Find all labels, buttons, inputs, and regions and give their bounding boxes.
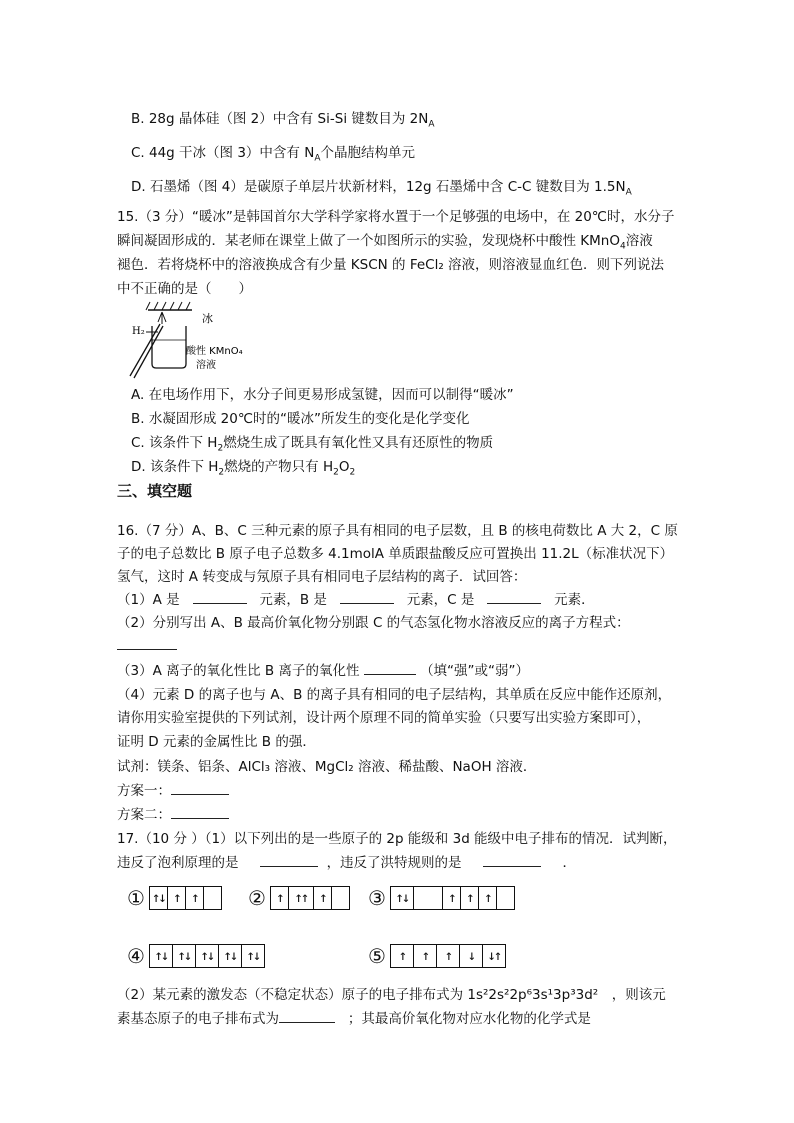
q16-stem-line2: 子的电子总数比 B 原子电子总数多 4.1molA 单质跟盐酸反应可置换出 11.2L（标准状况下） (117, 546, 674, 562)
orbital-diagram-3: ③ ↑↓ ↑ ↑ ↑ (368, 886, 515, 910)
answer-blank-hund[interactable] (483, 854, 541, 867)
section-title-fill-in: 三、填空题 (117, 482, 193, 500)
q15-option-a: A. 在电场作用下，水分子间更易形成氢键，因而可以制得“暖冰” (131, 387, 514, 403)
answer-blank-b[interactable] (340, 591, 394, 604)
q17-part2-line2: 素基态原子的电子排布式为 ；其最高价氧化物对应水化物的化学式是 (117, 1011, 591, 1027)
figure-ice-label: 冰 (202, 312, 213, 325)
q16-stem-line3: 氢气，这时 A 转变成与氖原子具有相同电子层结构的离子．试回答： (117, 569, 527, 585)
answer-blank-plan1[interactable] (171, 782, 229, 795)
q16-part4-line3: 证明 D 元素的金属性比 B 的强． (117, 734, 316, 750)
answer-blank-c[interactable] (487, 591, 541, 604)
q16-plan1: 方案一： (117, 782, 229, 800)
q16-reagents: 试剂：镁条、铝条、AlCl₃ 溶液、MgCl₂ 溶液、稀盐酸、NaOH 溶液． (117, 759, 537, 775)
q15-option-b: B. 水凝固形成 20℃时的“暖冰”所发生的变化是化学变化 (131, 411, 470, 427)
q15-stem-line3: 褪色．若将烧杯中的溶液换成含有少量 KSCN 的 FeCl₂ 溶液，则溶液显血红色．则下列说法 (117, 257, 665, 273)
answer-blank-ground-config[interactable] (279, 1010, 335, 1023)
q16-part4-line2: 请你用实验室提供的下列试剂，设计两个原理不同的简单实验（只要写出实验方案即可）， (117, 710, 651, 726)
orbital-diagram-4: ④ ↑↓ ↑↓ ↑↓ ↑↓ ↑↓ (127, 944, 265, 968)
q17-stem-line1: 17.（10 分 ）（1）以下列出的是一些原子的 2p 能级和 3d 能级中电子排布的情况．试判断， (117, 831, 677, 847)
q17-part2-line1: （2）某元素的激发态（不稳定状态）原子的电子排布式为 1s²2s²2p⁶3s¹3p³3d² ，则该元 (117, 987, 666, 1003)
figure-solution-label-1: 酸性 KMnO₄ (186, 346, 243, 357)
orbital-diagram-1: ① ↑↓ ↑ ↑ (127, 886, 222, 910)
q14-option-b: B. 28g 晶体硅（图 2）中含有 Si-Si 键数目为 $2N_A$ (131, 111, 435, 130)
answer-blank-oxidizing[interactable] (364, 662, 416, 675)
figure-h2-label: H₂ (132, 326, 145, 337)
q16-part2: （2）分别写出 A、B 最高价氧化物分别跟 C 的气态氢化物水溶液反应的离子方程式： (117, 615, 630, 631)
q14-option-c: C. 44g 干冰（图 3）中含有 $N_A$个晶胞结构单元 (131, 145, 415, 164)
orbital-diagram-5: ⑤ ↑ ↑ ↑ ↓ ↓↑ (368, 944, 506, 968)
q16-stem-line1: 16.（7 分）A、B、C 三种元素的原子具有相同的电子层数，且 B 的核电荷数比 A 大 2，C 原 (117, 523, 678, 539)
q15-apparatus-figure (122, 298, 262, 380)
figure-solution-label-2: 溶液 (196, 360, 216, 371)
answer-blank-plan2[interactable] (171, 806, 229, 819)
q15-stem-line2: 瞬间凝固形成的．某老师在课堂上做了一个如图所示的实验，发现烧杯中酸性 KMnO$_4$溶液 (117, 233, 653, 252)
q15-option-d: D. 该条件下 $H_2$燃烧的产物只有 $H_2O_2$ (131, 459, 356, 478)
q16-plan2: 方案二： (117, 806, 229, 824)
answer-blank-a[interactable] (193, 591, 247, 604)
q17-stem-line2: 违反了泡利原理的是 ，违反了洪特规则的是 ． (117, 855, 576, 871)
q15-stem-line4: 中不正确的是（ ） (117, 281, 252, 297)
answer-blank-equation[interactable] (117, 637, 177, 650)
q16-part3: （3）A 离子的氧化性比 B 离子的氧化性 （填“强”或“弱”） (117, 663, 530, 679)
q16-part1: （1）A 是 元素，B 是 元素，C 是 元素． (117, 592, 595, 608)
orbital-diagram-2: ② ↑ ↑↑ ↑ (248, 886, 350, 910)
q15-option-c: C. 该条件下 $H_2$燃烧生成了既具有氧化性又具有还原性的物质 (131, 435, 494, 454)
q16-part2-blank-line (117, 637, 177, 655)
q16-part4-line1: （4）元素 D 的离子也与 A、B 的离子具有相同的电子层结构，其单质在反应中能作还原剂， (117, 687, 672, 703)
answer-blank-pauli[interactable] (260, 854, 318, 867)
q14-option-d: D. 石墨烯（图 4）是碳原子单层片状新材料，12g 石墨烯中含 C-C 键数目为 $1.5N_A$ (131, 179, 632, 198)
q15-stem-line1: 15.（3 分）“暖冰”是韩国首尔大学科学家将水置于一个足够强的电场中，在 20℃时，水分子 (117, 209, 675, 225)
